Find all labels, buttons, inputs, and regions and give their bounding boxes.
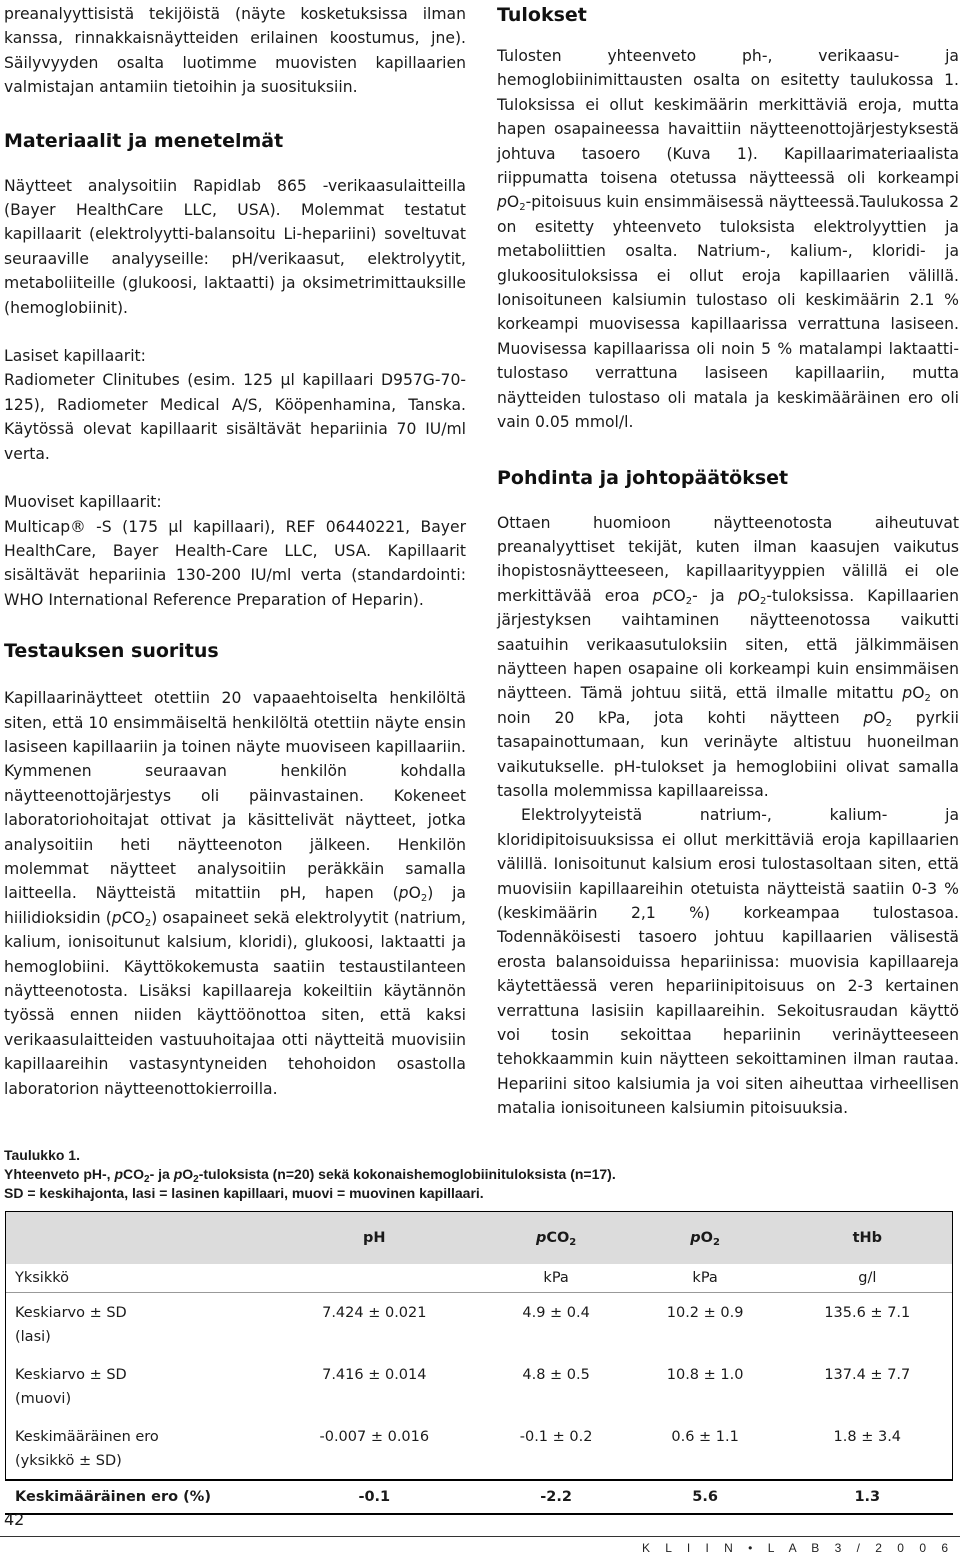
table-spacer-row bbox=[5, 1514, 953, 1523]
table-row-summary bbox=[5, 1480, 953, 1514]
table-row bbox=[5, 1417, 953, 1480]
table-header-ph: pH bbox=[265, 1212, 484, 1265]
table-cell: 10.8 ± 1.0 bbox=[666, 1367, 744, 1383]
table-cell: 135.6 ± 7.1 bbox=[824, 1305, 911, 1321]
discussion-paragraph-1: Ottaen huomioon näytteenotosta aiheutuvat preanalyyttiset tekijät, kuten ilman kaasujen vaikutus ihopistosnäytteeseen, kapillaarityyppien välillä ei ole merkittävää eroa pCO$_2$- ja $pO_2$-tuloksissa. Kapillaarien järjestyksen vaihtaminen näytteenotossa vaikutti saatuihin verikaasutuloksiin siten, että jälkimmäisen näytteen hapen osapaine oli korkeampi kuin ensimmäisen näytteen. Tämä johtuu siitä, että ilmalle mitattu $pO_2$ on noin 20 kPa, jota kohti näytteen $pO_2$ pyrkii tasapainottumaan, kun verinäyte altistuu huoneilman vaikutukselle. pH-tulokset ja hemoglobiini olivat samalla tasolla molemmissa kapillaareissa. bbox=[497, 513, 959, 800]
left-column bbox=[4, 2, 466, 1101]
table-cell: g/l bbox=[782, 1264, 953, 1293]
glass-capillaries-title: Lasiset kapillaarit: bbox=[4, 347, 146, 366]
table-row bbox=[5, 1355, 953, 1417]
results-paragraph: Tulosten yhteenveto ph-, verikaasu- ja hemoglobiinimittausten osalta on esitetty taulukossa 1. Tuloksissa ei ollut keskimäärin merkittäviä eroja, mutta hapen osapaineessa havaittiin näytteenottojärjestyksestä johtuva tasoero (Kuva 1). Kapillaarimateriaalista riippumatta toisena otetussa näytteessä oli korkeampi $pO_2$-pitoisuus kuin ensimmäisessä näytteessä.Taulukossa 2 on esitetty yhteenveto tuloksista elektrolyyttien ja metaboliittien osalta. Natrium-, kalium-, kloridi- ja glukoosituloksissa ei ollut eroja kapillaarien välillä. Ionisoituneen kalsiumin tulostaso oli keskimäärin 2.1 % korkeampi muovisessa kapillaarissa verrattuna lasiseen. Muovisessa kapillaarissa oli noin 5 % matalampi laktaatti-tulostaso verrattuna lasiseen kapillaariin, mutta näytteiden tulostaso oli matala ja keskimääräinen ero oli vain 0.05 mmol/l. bbox=[497, 47, 959, 432]
table-cell: 0.6 ± 1.1 bbox=[671, 1429, 739, 1445]
table-cell: -0.007 ± 0.016 bbox=[319, 1429, 430, 1445]
materials-paragraph: Näytteet analysoitiin Rapidlab 865 -verikaasulaitteilla (Bayer HealthCare LLC, USA). Molemmat testatut kapillaarit (elektrolyytti-balansoitu Li-hepariini) soveltuvat seuraaville analyyseille: pH/verikaasut, elektrolyytit, metaboliiteille (glukoosi, laktaatti) ja oksimetrimittauksille (hemoglobiinit). bbox=[4, 176, 466, 317]
table-caption bbox=[4, 1146, 954, 1203]
table-cell: -0.1 ± 0.2 bbox=[519, 1429, 593, 1445]
plastic-capillaries-title: Muoviset kapillaarit: bbox=[4, 493, 162, 512]
table-cell: 7.424 ± 0.021 bbox=[322, 1305, 427, 1321]
journal-name: K L I I N • L A B 3 / 2 0 0 6 bbox=[641, 1541, 954, 1555]
table-header-row bbox=[5, 1212, 953, 1265]
table-cell: kPa bbox=[629, 1264, 782, 1293]
table-header-pco2: pCO$_2$ bbox=[484, 1212, 629, 1265]
page-number: 42 bbox=[4, 1510, 25, 1529]
table-cell: -0.1 bbox=[265, 1480, 484, 1514]
heading-results: Tulokset bbox=[497, 4, 587, 26]
table-cell: 1.8 ± 3.4 bbox=[833, 1429, 902, 1445]
discussion-paragraph-2: Elektrolyyteistä natrium-, kalium- ja kloridipitoisuuksissa ei ollut merkittäviä eroja kapillaarien välillä. Ionisoitunut kalsium erosi tulostasoltaan siten, että muovisiin kapillaareihin otetuista näytteistä saatiin 0-3 % (keskimäärin 2,1 %) korkeampaa tulostasoa. Todennäköisesti tasoero johtuu kapillaarien välisestä erosta balansoiduissa hepariinissa: muovisia kapillaareja käytettäessä veren hepariinipitoisuus on 2-3 kertainen verrattuna lasisiin kapillaareihin. Sekoitusraudan käyttö voi tosin sekoittaa hepariinin verinäytteeseen tehokkaammin kuin näytteen sekoittaminen ilman rautaa. Hepariini sitoo kalsiumia ja voi siten aiheuttaa virheellisen matalia ionisoituneen kalsiumin pitoisuuksia. bbox=[497, 806, 959, 1118]
right-column bbox=[497, 2, 959, 1121]
table-header-blank bbox=[5, 1212, 265, 1265]
footer-rule bbox=[0, 1536, 960, 1537]
table-cell-label: Keskiarvo ± SD (muovi) bbox=[15, 1367, 127, 1407]
intro-paragraph: preanalyyttisistä tekijöistä (näyte kosketuksissa ilman kanssa, rinnakkaisnäytteiden erilainen koostumus, jne). Säilyvyyden osalta luotimme muovisten kapillaarien valmistajan antamiin tietoihin ja suosituksiin. bbox=[4, 5, 466, 97]
caption-legend: SD = keskihajonta, lasi = lasinen kapillaari, muovi = muovinen kapillaari. bbox=[4, 1185, 484, 1201]
testing-paragraph: Kapillaarinäytteet otettiin 20 vapaaehtoiselta henkilöltä siten, että 10 ensimmäiseltä henkilöltä otettiin näyte ensin lasiseen kapillaariin ja toinen näyte muoviseen kapillaariin. Kymmenen seuraavan henkilön kohdalla näytteenottojärjestys oli päinvastainen. Kokeneet laboratoriohoitajat ottivat ja käsittelivät näytteet, jotka analysoitiin heti näytteenoton jälkeen. Henkilön molemmat näytteet analysoitiin peräkkäin samalla laitteella. Näytteistä mitattiin pH, hapen $(pO_2)$ ja hiilidioksidin (pCO$_2$) osapaineet sekä elektrolyytit (natrium, kalium, ionisoitunut kalsium, kloridi), glukoosi, laktaatti ja hemoglobiini. Käyttökokemusta saatiin testaustilanteen näytteenotosta. Lisäksi kapillaareja kokeiltiin käytännön työssä ennen niiden käyttöönottoa siten, että kaksi verikaasulaitteiden vastuuhoitajaa otti näytteitä muovisiin kapillaareihin vastasyntyneiden tehohoidon osastolla laboratorion näytteenottokierroilla. bbox=[4, 689, 466, 1098]
table-cell-label: Keskiarvo ± SD (lasi) bbox=[15, 1305, 127, 1345]
table-header-po2: $pO_2$ bbox=[629, 1212, 782, 1265]
plastic-capillaries-text: Multicap® -S (175 µl kapillaari), REF 06440221, Bayer HealthCare, Bayer Health-Care LLC, USA. Kapillaarit sisältävät hepariinia 130-200 IU/ml verta (standardointi: WHO International Reference Preparation of Heparin). bbox=[4, 517, 466, 609]
table-row bbox=[5, 1264, 953, 1293]
glass-capillaries-text: Radiometer Clinitubes (esim. 125 µl kapillaari D957G-70-125), Radiometer Medical A/S, Kööpenhamina, Tanska. Käytössä olevat kapillaarit sisältävät hepariinia 70 IU/ml verta. bbox=[4, 371, 466, 463]
heading-testing: Testauksen suoritus bbox=[4, 640, 219, 663]
heading-materials: Materiaalit ja menetelmät bbox=[4, 129, 284, 152]
table-cell: 4.9 ± 0.4 bbox=[522, 1305, 590, 1321]
table-cell: 7.416 ± 0.014 bbox=[322, 1367, 427, 1383]
table-cell: 5.6 bbox=[629, 1480, 782, 1514]
table-cell: -2.2 bbox=[484, 1480, 629, 1514]
table-header-thb: tHb bbox=[782, 1212, 953, 1265]
table-cell: 4.8 ± 0.5 bbox=[522, 1367, 590, 1383]
table-row bbox=[5, 1293, 953, 1356]
caption-description: Yhteenveto pH-, pCO$_2$- ja $pO_2$-tuloksista (n=20) sekä kokonaishemoglobiinituloksista (n=17). bbox=[4, 1166, 616, 1185]
table-cell: 10.2 ± 0.9 bbox=[666, 1305, 744, 1321]
table-cell: 1.3 bbox=[782, 1480, 953, 1514]
table-cell-label: Keskimääräinen ero (yksikkö ± SD) bbox=[15, 1429, 159, 1469]
table-cell-label: Yksikkö bbox=[5, 1264, 265, 1293]
table-cell: 137.4 ± 7.7 bbox=[824, 1367, 911, 1383]
table-cell-label: Keskimääräinen ero (%) bbox=[5, 1480, 265, 1514]
table-cell: kPa bbox=[484, 1264, 629, 1293]
table-cell bbox=[265, 1264, 484, 1293]
results-table bbox=[5, 1211, 953, 1523]
heading-discussion: Pohdinta ja johtopäätökset bbox=[497, 466, 789, 489]
caption-title: Taulukko 1. bbox=[4, 1147, 80, 1163]
